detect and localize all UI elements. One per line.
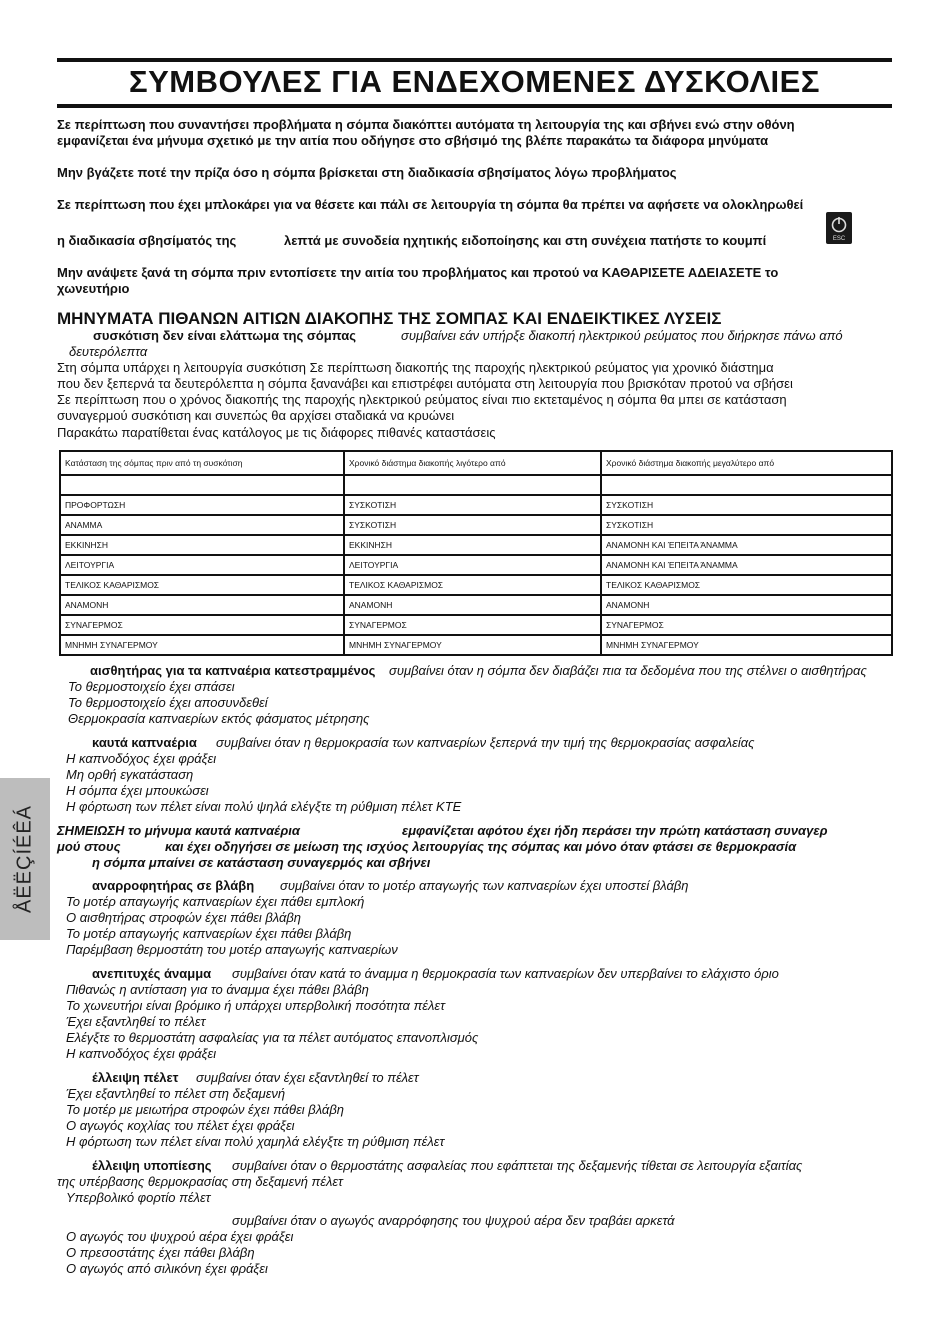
intro-p1-line2: εμφανίζεται ένα μήνυμα σχετικό με την αιτία που οδήγησε στο σβήσιμό της βλέπε παρακάτω τα διάφορα μηνύματα bbox=[57, 133, 769, 148]
sensor-label: αισθητήρας για τα καπναέρια κατεστραμμένος bbox=[90, 663, 376, 678]
power-button-label: ESC bbox=[832, 236, 846, 242]
hot-fumes-cause: Η καπνοδόχος έχει φράξει bbox=[66, 751, 217, 766]
air-intake-desc: συμβαίνει όταν ο αγωγός αναρρόφησης του ψυχρού αέρα δεν τραβάει αρκετά bbox=[232, 1213, 675, 1228]
table-cell: ΑΝΑΜΟΝΗ bbox=[601, 595, 892, 615]
table-row bbox=[60, 535, 892, 555]
table-cell: ΜΝΗΜΗ ΣΥΝΑΓΕΡΜΟΥ bbox=[344, 635, 601, 655]
table-cell: ΑΝΑΜΟΝΗ ΚΑΙ ΈΠΕΙΤΑ ΆΝΑΜΜΑ bbox=[601, 555, 892, 575]
title-rule-bottom bbox=[57, 104, 892, 108]
table-cell: ΛΕΙΤΟΥΡΓΙΑ bbox=[344, 555, 601, 575]
table-cell: ΕΚΚΙΝΗΣΗ bbox=[344, 535, 601, 555]
hot-fumes-cause: Η φόρτωση των πέλετ είναι πολύ ψηλά ελέγξτε τη ρύθμιση πέλετ ΚΤΕ bbox=[66, 799, 462, 814]
fan-fault-label: αναρροφητήρας σε βλάβη bbox=[92, 878, 255, 893]
blackout-desc-line2: δευτερόλεπτα bbox=[69, 344, 148, 359]
no-vacuum-desc-line2: της υπέρβασης θερμοκρασίας στη δεξαμενή πέλετ bbox=[57, 1174, 343, 1189]
no-pellet-cause: Η φόρτωση των πέλετ είναι πολύ χαμηλά ελέγξτε τη ρύθμιση πέλετ bbox=[66, 1134, 445, 1149]
table-header-cell: Χρονικό διάστημα διακοπής μεγαλύτερο από bbox=[601, 451, 892, 475]
blackout-line: Παρακάτω παρατίθεται ένας κατάλογος με τις διάφορες πιθανές καταστάσεις bbox=[57, 425, 496, 440]
ignition-fail-cause: Πιθανώς η αντίσταση για το άναμμα έχει πάθει βλάβη bbox=[66, 982, 369, 997]
blackout-line: συναγερμού συσκότιση και συνεπώς θα αρχίσει σταδιακά να κρυώνει bbox=[57, 408, 455, 423]
intro-p3-line2b: λεπτά με συνοδεία ηχητικής ειδοποίησης και στη συνέχεια πατήστε το κουμπί bbox=[284, 233, 767, 248]
table-cell bbox=[60, 475, 344, 495]
no-pellet-label: έλλειψη πέλετ bbox=[92, 1070, 179, 1085]
intro-p4-line2: χωνευτήριο bbox=[57, 281, 130, 296]
blackout-desc-line1: συμβαίνει εάν υπήρξε διακοπή ηλεκτρικού ρεύματος που διήρκησε πάνω από bbox=[401, 328, 843, 343]
hot-fumes-desc: συμβαίνει όταν η θερμοκρασία των καπναερίων ξεπερνά την τιμή της θερμοκρασίας ασφαλείας bbox=[216, 735, 755, 750]
sensor-cause: Το θερμοστοιχείο έχει αποσυνδεθεί bbox=[68, 695, 268, 710]
language-side-tab bbox=[0, 778, 50, 940]
table-cell: ΣΥΝΑΓΕΡΜΟΣ bbox=[60, 615, 344, 635]
sensor-cause: Το θερμοστοιχείο έχει σπάσει bbox=[68, 679, 235, 694]
note-line1a: ΣΗΜΕΙΩΣΗ το μήνυμα καυτά καπναέρια bbox=[57, 823, 300, 838]
table-cell: ΤΕΛΙΚΟΣ ΚΑΘΑΡΙΣΜΟΣ bbox=[601, 575, 892, 595]
table-cell: ΣΥΣΚΟΤΙΣΗ bbox=[601, 495, 892, 515]
ignition-fail-cause: Ελέγξτε το θερμοστάτη ασφαλείας για τα πέλετ αυτόματος επανοπλισμός bbox=[66, 1030, 479, 1045]
table-header-cell: Κατάσταση της σόμπας πριν από τη συσκότιση bbox=[60, 451, 344, 475]
table-cell: ΑΝΑΜΟΝΗ bbox=[60, 595, 344, 615]
note-line1b: εμφανίζεται αφότου έχει ήδη περάσει την πρώτη κατάσταση συναγερ bbox=[402, 823, 828, 838]
blackout-status-table bbox=[59, 450, 893, 656]
ignition-fail-cause: Έχει εξαντληθεί το πέλετ bbox=[66, 1014, 206, 1029]
table-header-row bbox=[60, 451, 892, 475]
table-row bbox=[60, 495, 892, 515]
sensor-desc: συμβαίνει όταν η σόμπα δεν διαβάζει πια τα δεδομένα που της στέλνει ο αισθητήρας bbox=[389, 663, 867, 678]
air-intake-cause: Ο πρεσοστάτης έχει πάθει βλάβη bbox=[66, 1245, 255, 1260]
table-cell: ΣΥΣΚΟΤΙΣΗ bbox=[344, 495, 601, 515]
table-cell: ΑΝΑΜΟΝΗ bbox=[344, 595, 601, 615]
no-vacuum-desc-line1: συμβαίνει όταν ο θερμοστάτης ασφαλείας που εφάπτεται της δεξαμενής τίθεται σε λειτουργία εξαιτίας bbox=[232, 1158, 803, 1173]
table-row bbox=[60, 595, 892, 615]
table-cell: ΜΝΗΜΗ ΣΥΝΑΓΕΡΜΟΥ bbox=[601, 635, 892, 655]
table-cell: ΑΝΑΜΜΑ bbox=[60, 515, 344, 535]
hot-fumes-cause: Η σόμπα έχει μπουκώσει bbox=[66, 783, 209, 798]
no-vacuum-cause: Υπερβολικό φορτίο πέλετ bbox=[66, 1190, 211, 1205]
note-line3: η σόμπα μπαίνει σε κατάσταση συναγερμός και σβήνει bbox=[92, 855, 431, 870]
hot-fumes-label: καυτά καπναέρια bbox=[92, 735, 197, 750]
no-pellet-cause: Το μοτέρ με μειωτήρα στροφών έχει πάθει βλάβη bbox=[66, 1102, 344, 1117]
blackout-line: Στη σόμπα υπάρχει η λειτουργία συσκότιση Σε περίπτωση διακοπής της παροχής ηλεκτρικού ρεύματος για χρονικό διάστημα bbox=[57, 360, 774, 375]
no-pellet-cause: Ο αγωγός κοχλίας του πέλετ έχει φράξει bbox=[66, 1118, 295, 1133]
table-row bbox=[60, 515, 892, 535]
ignition-fail-desc: συμβαίνει όταν κατά το άναμμα η θερμοκρασία των καπναερίων δεν υπερβαίνει το ελάχιστο όριο bbox=[232, 966, 779, 981]
fan-fault-cause: Ο αισθητήρας στροφών έχει πάθει βλάβη bbox=[66, 910, 302, 925]
intro-p3-line1: Σε περίπτωση που έχει μπλοκάρει για να θέσετε και πάλι σε λειτουργία τη σόμπα θα πρέπει να αφήσετε να ολοκληρωθεί bbox=[57, 197, 804, 212]
no-vacuum-label: έλλειψη υποπίεσης bbox=[92, 1158, 212, 1173]
table-row bbox=[60, 635, 892, 655]
table-cell: ΕΚΚΙΝΗΣΗ bbox=[60, 535, 344, 555]
table-row bbox=[60, 575, 892, 595]
fan-fault-desc: συμβαίνει όταν το μοτέρ απαγωγής των καπναερίων έχει υποστεί βλάβη bbox=[280, 878, 689, 893]
table-cell: ΣΥΣΚΟΤΙΣΗ bbox=[344, 515, 601, 535]
air-intake-cause: Ο αγωγός από σιλικόνη έχει φράξει bbox=[66, 1261, 268, 1276]
table-cell: ΤΕΛΙΚΟΣ ΚΑΘΑΡΙΣΜΟΣ bbox=[344, 575, 601, 595]
note-line2b: και έχει οδηγήσει σε μείωση της ισχύος λειτουργίας της σόμπας και μόνο όταν φτάσει σε θερμοκρασία bbox=[165, 839, 797, 854]
table-cell: ΣΥΝΑΓΕΡΜΟΣ bbox=[344, 615, 601, 635]
table-row bbox=[60, 555, 892, 575]
fan-fault-cause: Το μοτέρ απαγωγής καπναερίων έχει πάθει εμπλοκή bbox=[66, 894, 365, 909]
table-cell: ΑΝΑΜΟΝΗ ΚΑΙ ΈΠΕΙΤΑ ΆΝΑΜΜΑ bbox=[601, 535, 892, 555]
fan-fault-cause: Παρέμβαση θερμοστάτη του μοτέρ απαγωγής καπναερίων bbox=[66, 942, 398, 957]
section-heading: ΜΗΝΥΜΑΤΑ ΠΙΘΑΝΩΝ ΑΙΤΙΩΝ ΔΙΑΚΟΠΗΣ ΤΗΣ ΣΟΜΠΑΣ ΚΑΙ ΕΝΔΕΙΚΤΙΚΕΣ ΛΥΣΕΙΣ bbox=[57, 309, 722, 328]
table-cell: ΛΕΙΤΟΥΡΓΙΑ bbox=[60, 555, 344, 575]
no-pellet-desc: συμβαίνει όταν έχει εξαντληθεί το πέλετ bbox=[196, 1070, 419, 1085]
power-icon bbox=[830, 215, 848, 233]
page-title: ΣΥΜΒΟΥΛΕΣ ΓΙΑ ΕΝΔΕΧΟΜΕΝΕΣ ΔΥΣΚΟΛΙΕΣ bbox=[129, 64, 820, 99]
table-row bbox=[60, 615, 892, 635]
table-cell: ΤΕΛΙΚΟΣ ΚΑΘΑΡΙΣΜΟΣ bbox=[60, 575, 344, 595]
blackout-line: που δεν ξεπερνά τα δευτερόλεπτα η σόμπα ξανανάβει και επιστρέφει αυτόματα στη λειτουργία που βρισκόταν προτού να σβήσει bbox=[57, 376, 793, 391]
table-cell: ΣΥΣΚΟΤΙΣΗ bbox=[601, 515, 892, 535]
blackout-line: Σε περίπτωση που ο χρόνος διακοπής της παροχής ηλεκτρικού ρεύματος είναι πιο εκτεταμένος η σόμπα θα μπει σε κατάσταση bbox=[57, 392, 787, 407]
table-cell: ΣΥΝΑΓΕΡΜΟΣ bbox=[601, 615, 892, 635]
intro-p1-line1: Σε περίπτωση που συναντήσει προβλήματα η σόμπα διακόπτει αυτόματα τη λειτουργία της και σβήνει ενώ στην οθόνη bbox=[57, 117, 795, 132]
ignition-fail-cause: Το χωνευτήρι είναι βρόμικο ή υπάρχει υπερβολική ποσότητα πέλετ bbox=[66, 998, 445, 1013]
power-button-image bbox=[826, 212, 852, 244]
blackout-label: συσκότιση δεν είναι ελάττωμα της σόμπας bbox=[93, 328, 356, 343]
ignition-fail-label: ανεπιτυχές άναμμα bbox=[92, 966, 212, 981]
fan-fault-cause: Το μοτέρ απαγωγής καπναερίων έχει πάθει βλάβη bbox=[66, 926, 352, 941]
intro-p2: Μην βγάζετε ποτέ την πρίζα όσο η σόμπα βρίσκεται στη διαδικασία σβησίματος λόγω προβλήματος bbox=[57, 165, 677, 180]
table-cell bbox=[601, 475, 892, 495]
sensor-cause: Θερμοκρασία καπναερίων εκτός φάσματος μέτρησης bbox=[68, 711, 370, 726]
language-tab-label: ÅËËÇÍÉÊÁ bbox=[13, 804, 36, 914]
note-line2a: μού στους bbox=[57, 839, 121, 854]
hot-fumes-cause: Μη ορθή εγκατάσταση bbox=[66, 767, 194, 782]
table-header-cell: Χρονικό διάστημα διακοπής λιγότερο από bbox=[344, 451, 601, 475]
no-pellet-cause: Έχει εξαντληθεί το πέλετ στη δεξαμενή bbox=[66, 1086, 286, 1101]
table-cell: ΠΡΟΦΟΡΤΩΣΗ bbox=[60, 495, 344, 515]
air-intake-cause: Ο αγωγός του ψυχρού αέρα έχει φράξει bbox=[66, 1229, 294, 1244]
table-cell: ΜΝΗΜΗ ΣΥΝΑΓΕΡΜΟΥ bbox=[60, 635, 344, 655]
ignition-fail-cause: Η καπνοδόχος έχει φράξει bbox=[66, 1046, 217, 1061]
intro-p3-line2a: η διαδικασία σβησίματός της bbox=[57, 233, 237, 248]
table-row bbox=[60, 475, 892, 495]
intro-p4-line1: Μην ανάψετε ξανά τη σόμπα πριν εντοπίσετε την αιτία του προβλήματος και προτού να ΚΑΘΑΡΙΣΕΤΕ ΑΔΕΙΑΣΕΤΕ το bbox=[57, 265, 779, 280]
table-cell bbox=[344, 475, 601, 495]
